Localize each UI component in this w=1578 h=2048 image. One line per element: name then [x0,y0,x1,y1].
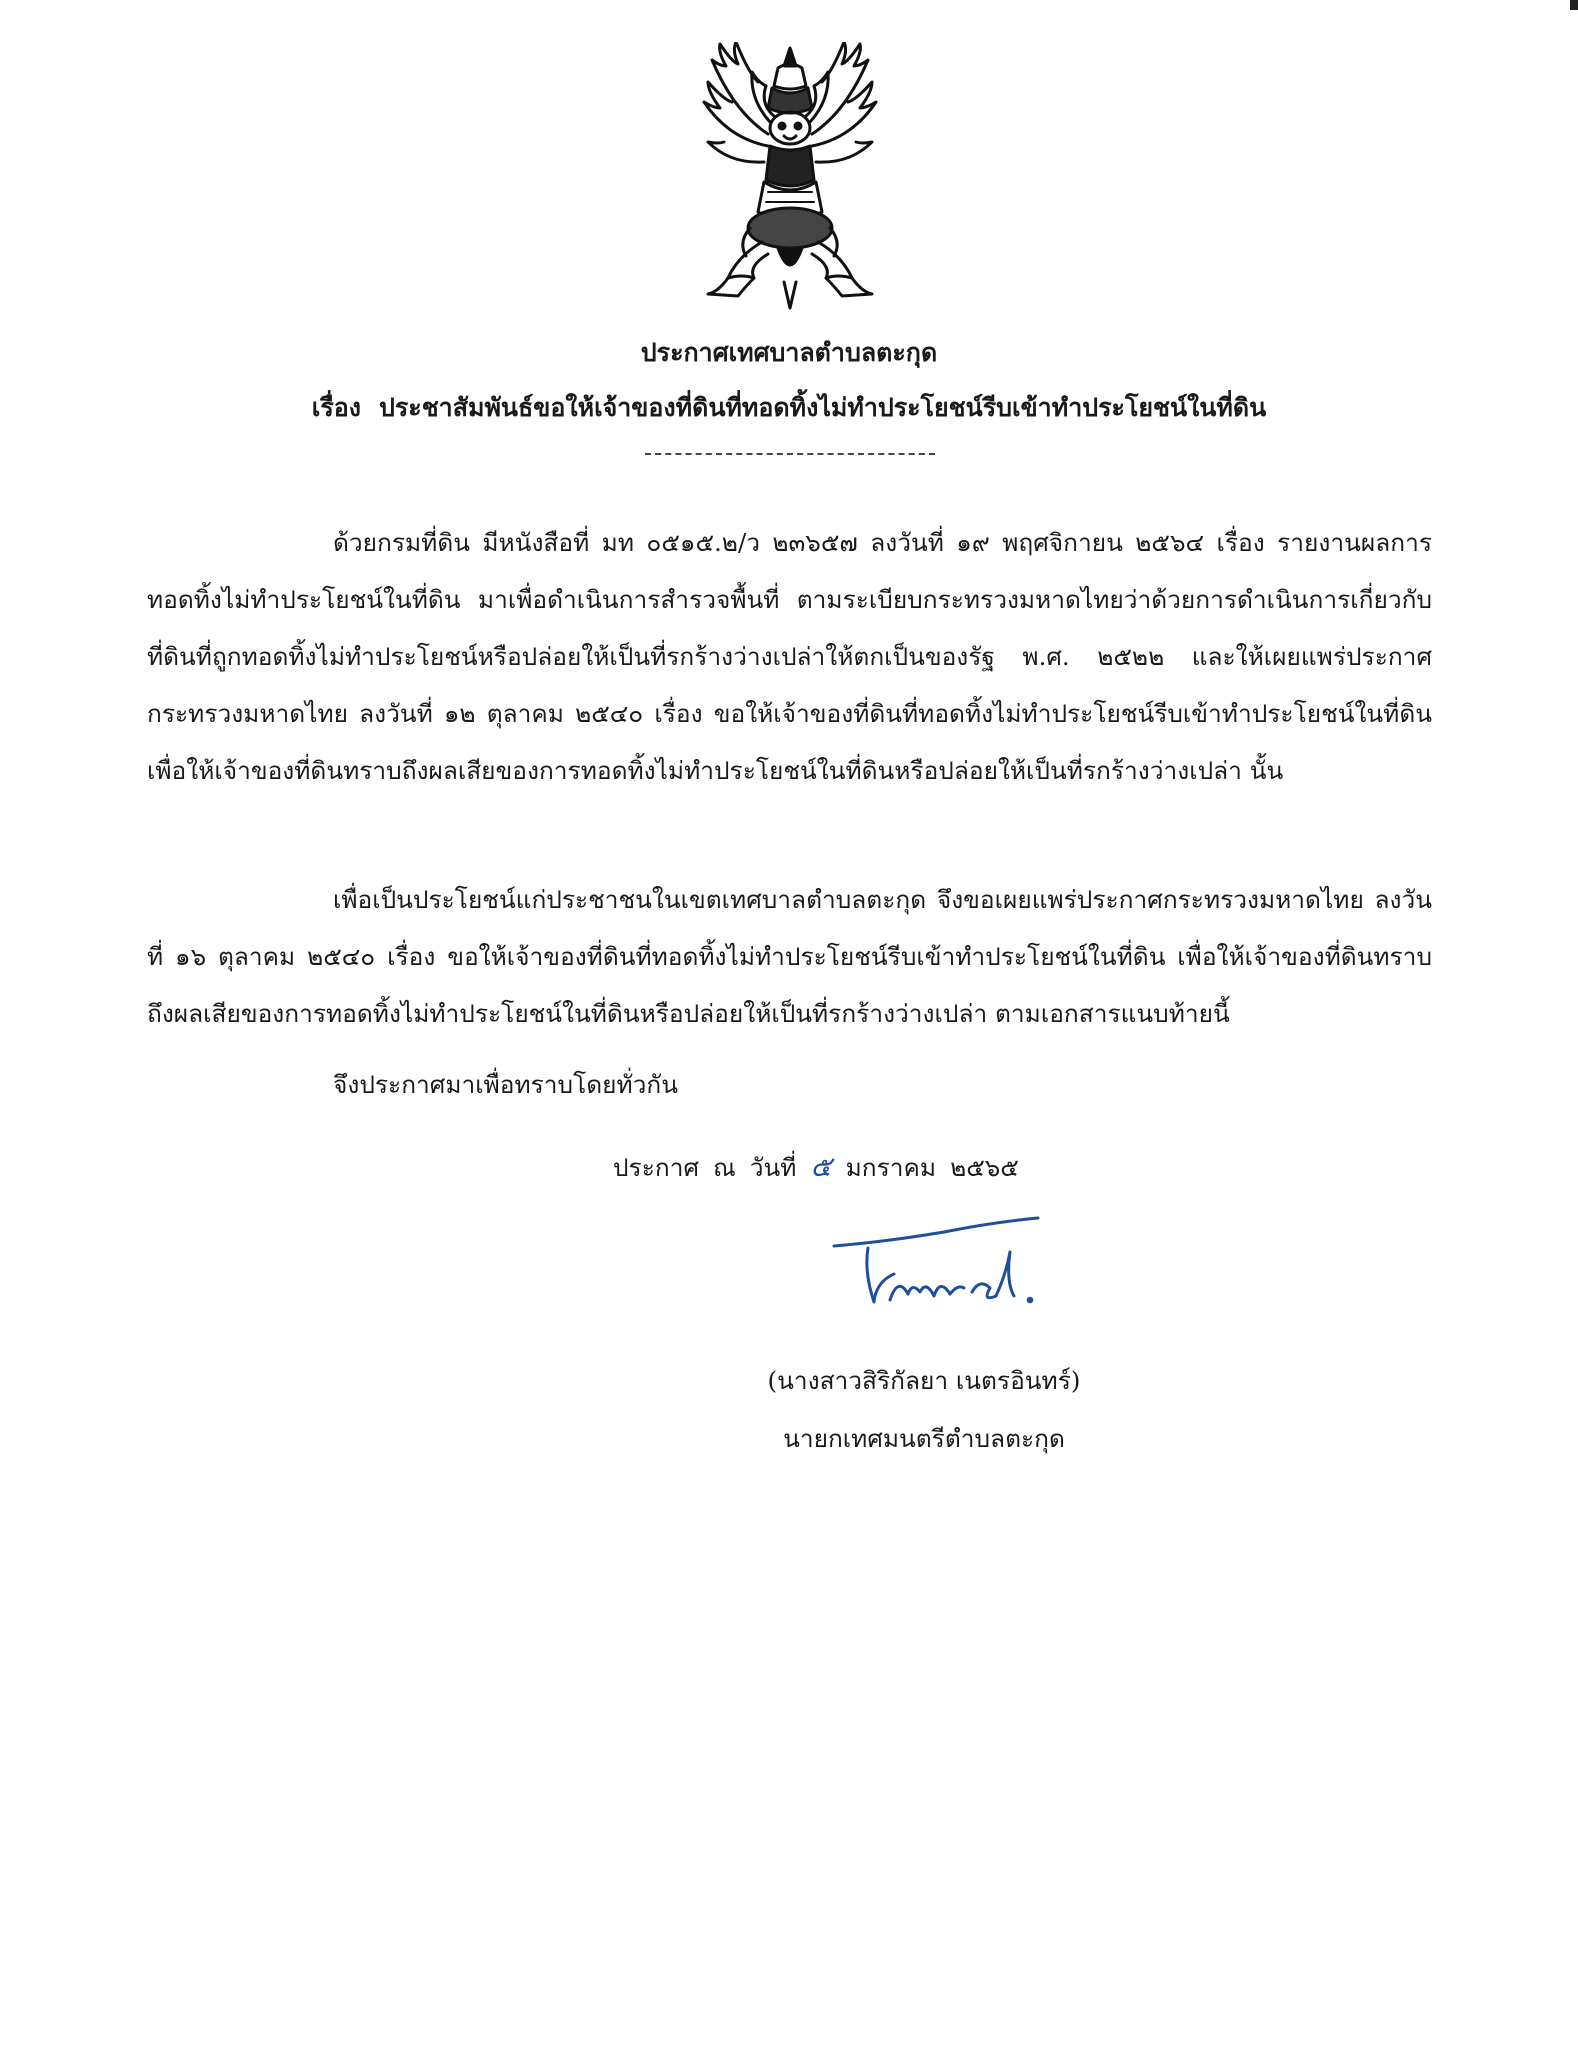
garuda-emblem-icon [698,42,882,310]
scan-edge-mark [1570,0,1578,10]
handwritten-signature [824,1212,1054,1322]
announcement-subject-line [0,388,1578,428]
date-at: ณ [713,1153,736,1182]
date-month: มกราคม [845,1153,937,1182]
title-divider [645,453,935,455]
announcement-authority: ประกาศเทศบาลตำบลตะกุด [640,338,938,367]
signer-position: นายกเทศมนตรีตำบลตะกุด [783,1424,1065,1453]
body-paragraph-1: ด้วยกรมที่ดิน มีหนังสือที่ มท ๐๕๑๕.๒/ว ๒๓๖๕๗ ลงวันที่ ๑๙ พฤศจิกายน ๒๕๖๔ เรื่อง รายงานผลการทอดทิ้งไม่ทำประโยชน์ในที่ดิน มาเพื่อดำเนินการสำรวจพื้นที่ ตามระเบียบกระทรวงมหาดไทยว่าด้วยการดำเนินการเกี่ยวกับที่ดินที่ถูกทอดทิ้งไม่ทำประโยชน์หรือปล่อยให้เป็นที่รกร้างว่างเปล่าให้ตกเป็นของรัฐ พ.ศ. ๒๕๒๒ และให้เผยแพร่ประกาศกระทรวงมหาดไทย ลงวันที่ ๑๒ ตุลาคม ๒๕๔๐ เรื่อง ขอให้เจ้าของที่ดินที่ทอดทิ้งไม่ทำประโยชน์รีบเข้าทำประโยชน์ในที่ดิน เพื่อให้เจ้าของที่ดินทราบถึงผลเสียของการทอดทิ้งไม่ทำประโยชน์ในที่ดินหรือปล่อยให้เป็นที่รกร้างว่างเปล่า นั้น [147,528,1432,785]
signer-name: (นางสาวสิริกัลยา เนตรอินทร์) [767,1366,1081,1395]
closing-statement: จึงประกาศมาเพื่อทราบโดยทั่วกัน [333,1070,679,1099]
date-year: ๒๕๖๕ [950,1153,1019,1182]
subject-text: ประชาสัมพันธ์ขอให้เจ้าของที่ดินที่ทอดทิ้งไม่ทำประโยชน์รีบเข้าทำประโยชน์ในที่ดิน [378,393,1267,422]
body-paragraph-2: เพื่อเป็นประโยชน์แก่ประชาชนในเขตเทศบาลตำบลตะกุด จึงขอเผยแพร่ประกาศกระทรวงมหาดไทย ลงวันที่ ๑๖ ตุลาคม ๒๕๔๐ เรื่อง ขอให้เจ้าของที่ดินที่ทอดทิ้งไม่ทำประโยชน์รีบเข้าทำประโยชน์ในที่ดิน เพื่อให้เจ้าของที่ดินทราบถึงผลเสียของการทอดทิ้งไม่ทำประโยชน์ในที่ดินหรือปล่อยให้เป็นที่รกร้างว่างเปล่า ตามเอกสารแนบท้ายนี้ [147,885,1432,1028]
date-day-label: วันที่ [749,1153,797,1182]
announcement-date [613,1145,1019,1189]
subject-label: เรื่อง [311,393,361,422]
date-prefix: ประกาศ [613,1153,700,1182]
date-day: ๕ [810,1150,832,1183]
